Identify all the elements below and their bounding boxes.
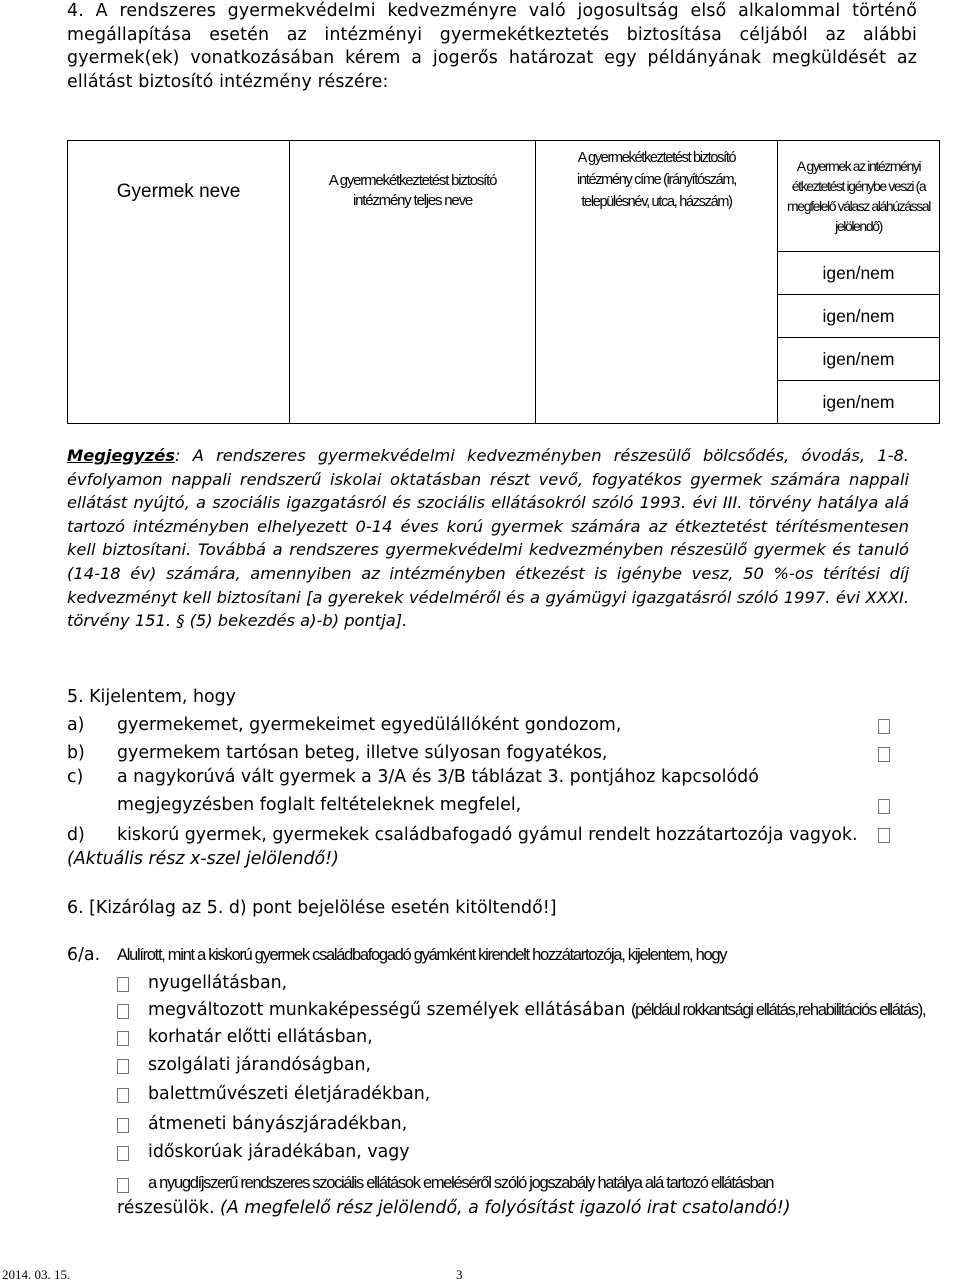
checkbox-6a-2[interactable] bbox=[117, 1004, 129, 1019]
s6a-item-3: korhatár előtti ellátásban, bbox=[148, 1027, 373, 1047]
s6a-item-4: szolgálati járandóságban, bbox=[148, 1055, 372, 1075]
s5-item-c: a nagykorúvá vált gyermek a 3/A és 3/B táblázat 3. pontjához kapcsolódó bbox=[117, 767, 759, 787]
checkbox-5d[interactable] bbox=[878, 828, 890, 843]
s5-hint: (Aktuális rész x-szel jelölendő!) bbox=[67, 849, 339, 869]
section-4-paragraph: 4. A rendszeres gyermekvédelmi kedvezményre való jogosultság első alkalommal történő megállapítása esetén az intézményi gyermekétkeztetés biztosítása céljából az alábbi gyermek(ek) vonatkozásában kérem a jogerős határozat egy példányának megküldését az ellátást biztosító intézmény részére: bbox=[67, 1, 917, 92]
yes-no-cell[interactable]: igen/nem bbox=[778, 252, 940, 295]
checkbox-5c[interactable] bbox=[878, 799, 890, 814]
header-uses-meals: A gyermek az intézményi étkeztetést igénybe veszi (a megfelelő válasz aláhúzással jelölendő) bbox=[778, 141, 940, 252]
header-institution-name: A gyermekétkeztetést biztosító intézmény teljes neve bbox=[290, 141, 536, 424]
s5-letter-b: b) bbox=[67, 743, 85, 763]
checkbox-6a-5[interactable] bbox=[117, 1088, 129, 1103]
s5-item-a: gyermekemet, gyermekeimet egyedülállóként gondozom, bbox=[117, 715, 622, 735]
s6a-item-8: a nyugdíjszerű rendszeres szociális ellátások emeléséről szóló jogszabály hatálya alá tartozó ellátásban bbox=[148, 1174, 774, 1192]
footer-date: 2014. 03. 15. bbox=[2, 1267, 71, 1282]
checkbox-6a-7[interactable] bbox=[117, 1146, 129, 1161]
footer-page-number: 3 bbox=[456, 1267, 463, 1282]
note-paragraph bbox=[67, 444, 909, 633]
yes-no-cell[interactable]: igen/nem bbox=[778, 295, 940, 338]
s6a-item-6: átmeneti bányászjáradékban, bbox=[148, 1114, 408, 1134]
s6a-closing: részesülök. (A megfelelő rész jelölendő, a folyósítást igazoló irat csatolandó!) bbox=[117, 1198, 791, 1218]
checkbox-5a[interactable] bbox=[878, 719, 890, 734]
s6a-item-5: balettművészeti életjáradékban, bbox=[148, 1084, 431, 1104]
checkbox-6a-3[interactable] bbox=[117, 1031, 129, 1046]
section-6-title: 6. [Kizárólag az 5. d) pont bejelölése esetén kitöltendő!] bbox=[67, 898, 557, 918]
s6a-item-2-extra: (például rokkantsági ellátás,rehabilitációs ellátás), bbox=[630, 1001, 926, 1019]
checkbox-5b[interactable] bbox=[878, 747, 890, 762]
section-5-title: 5. Kijelentem, hogy bbox=[67, 687, 236, 707]
checkbox-6a-8[interactable] bbox=[117, 1178, 129, 1193]
checkbox-6a-4[interactable] bbox=[117, 1059, 129, 1074]
s5-item-d: kiskorú gyermek, gyermekek családbafogadó gyámul rendelt hozzátartozója vagyok. bbox=[117, 825, 858, 845]
note-text: : A rendszeres gyermekvédelmi kedvezményben részesülő bölcsődés, óvodás, 1-8. évfolyamon nappali rendszerű iskolai oktatásban részt vevő, fogyatékos gyermek számára nappali ellátást nyújtó, a szociális igazgatásról és szociális ellátásokról szóló 1993. évi III. törvény hatálya alá tartozó intézményben elhelyezett 0-14 éves korú gyermek számára az étkeztetést térítésmentesen kell biztosítani. Továbbá a rendszeres gyermekvédelmi kedvezményben részesülő gyermek és tanuló (14-18 év) számára, amennyiben az intézményben étkezést is igénybe vesz, 50 %-os térítési díj kedvezményt kell biztosítani [a gyerekek védelméről és a gyámügyi igazgatásról szóló 1997. évi XXXI. törvény 151. § (5) bekezdés a)-b) pontja]. bbox=[67, 446, 909, 631]
s6a-number: 6/a. bbox=[67, 945, 101, 965]
children-table bbox=[67, 140, 940, 424]
s5-item-c-cont: megjegyzésben foglalt feltételeknek megfelel, bbox=[117, 795, 522, 815]
yes-no-cell[interactable]: igen/nem bbox=[778, 381, 940, 424]
s5-item-b: gyermekem tartósan beteg, illetve súlyosan fogyatékos, bbox=[117, 743, 608, 763]
s6a-item-2: megváltozott munkaképességű személyek ellátásában (például rokkantsági ellátás,rehabilitációs ellátás), bbox=[148, 1000, 926, 1020]
checkbox-6a-6[interactable] bbox=[117, 1118, 129, 1133]
s6a-intro: Alulírott, mint a kiskorú gyermek családbafogadó gyámként kirendelt hozzátartozója, kijelentem, hogy bbox=[117, 946, 727, 964]
s5-letter-d: d) bbox=[67, 825, 85, 845]
header-institution-address: A gyermekétkeztetést biztosító intézmény címe (irányítószám, településnév, utca, házszám) bbox=[536, 141, 778, 424]
s5-letter-c: c) bbox=[67, 767, 84, 787]
s6a-item-7: időskorúak járadékában, vagy bbox=[148, 1142, 410, 1162]
s5-letter-a: a) bbox=[67, 715, 85, 735]
yes-no-cell[interactable]: igen/nem bbox=[778, 338, 940, 381]
checkbox-6a-1[interactable] bbox=[117, 977, 129, 992]
note-label: Megjegyzés bbox=[67, 446, 175, 465]
s6a-item-1: nyugellátásban, bbox=[148, 973, 288, 993]
header-child-name: Gyermek neve bbox=[68, 141, 290, 424]
